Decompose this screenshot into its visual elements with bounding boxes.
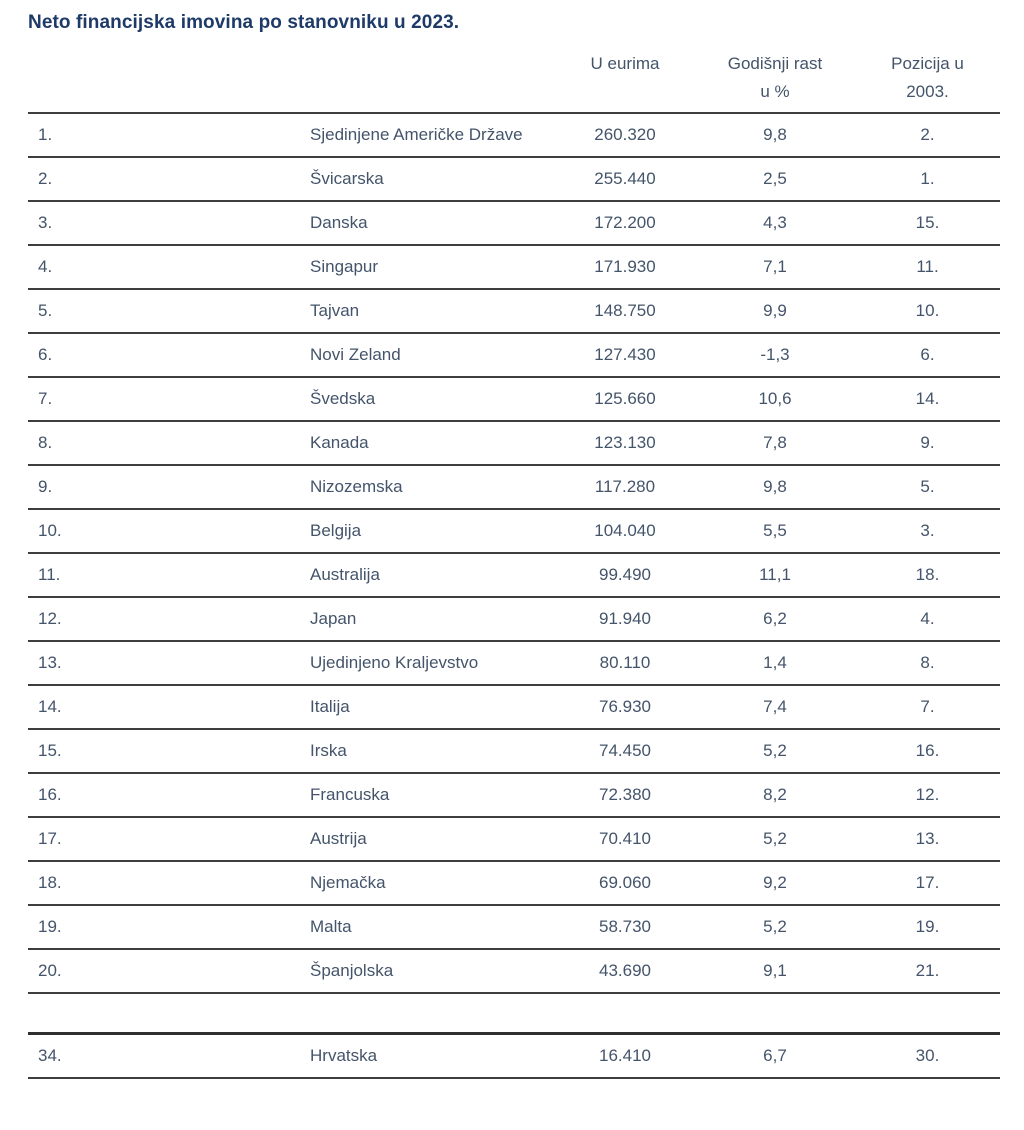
country-name: Italija [310,697,350,716]
growth-cell: 5,2 [763,741,787,760]
header-position-label-line2: 2003. [906,82,949,101]
euros-cell: 99.490 [599,565,651,584]
growth-cell: 5,2 [763,917,787,936]
position-cell: 21. [915,961,940,980]
euros-cell: 104.040 [594,521,656,540]
growth-cell: 7,8 [763,433,787,452]
table-row [28,905,1000,949]
growth-cell: 4,3 [763,213,787,232]
table-row [28,553,1000,597]
growth-cell: 8,2 [763,785,787,804]
position-cell: 15. [915,213,940,232]
rank-cell: 10. [38,521,62,540]
rank-gap-separator-row [28,993,1000,1033]
rank-cell: 18. [38,873,62,892]
growth-cell: 2,5 [763,169,787,188]
euros-cell: 117.280 [594,477,656,496]
country-name: Austrija [310,829,367,848]
growth-cell: 7,1 [763,257,787,276]
country-cell [310,685,555,729]
position-cell: 11. [916,257,939,276]
position-cell: 4. [920,609,935,628]
rank-cell: 8. [38,433,53,452]
country-name: Ujedinjeno Kraljevstvo [310,653,479,672]
position-cell: 30. [915,1045,940,1065]
position-cell: 18. [915,565,940,584]
table-row [28,465,1000,509]
rank-cell: 16. [38,785,62,804]
country-cell [310,289,555,333]
table-row [28,1033,1000,1078]
euros-cell: 255.440 [594,169,656,188]
country-cell [310,817,555,861]
table-row [28,421,1000,465]
country-cell [310,905,555,949]
euros-cell: 76.930 [599,697,651,716]
growth-cell: 9,2 [763,873,787,892]
euros-cell: 123.130 [594,433,656,452]
euros-cell: 125.660 [594,389,656,408]
country-cell [310,729,555,773]
rank-cell: 17. [38,829,62,848]
growth-cell: -1,3 [760,345,790,364]
rank-cell: 14. [38,697,62,716]
growth-cell: 6,7 [763,1045,787,1065]
table-row [28,113,1000,157]
growth-cell: 11,1 [759,565,791,584]
table-row [28,861,1000,905]
rank-cell: 5. [38,301,53,320]
euros-cell: 80.110 [599,653,651,672]
position-cell: 9. [920,433,935,452]
position-cell: 5. [920,477,935,496]
country-name: Irska [310,741,347,760]
country-cell [310,641,555,685]
growth-cell: 5,5 [763,521,787,540]
table-row [28,289,1000,333]
rank-cell: 9. [38,477,53,496]
country-cell [310,861,555,905]
position-cell: 10. [915,301,940,320]
position-cell: 12. [915,785,940,804]
header-euros-label: U eurima [590,54,660,73]
euros-cell: 70.410 [599,829,651,848]
growth-cell: 10,6 [758,389,792,408]
position-cell: 14. [915,389,940,408]
country-cell [310,949,555,993]
euros-cell: 43.690 [599,961,651,980]
table-row [28,509,1000,553]
header-rank-cell [28,42,310,113]
country-cell [310,113,555,157]
position-cell: 1. [920,169,935,188]
position-cell: 19. [915,917,940,936]
country-name: Njemačka [310,873,386,892]
position-cell: 8. [920,653,935,672]
table-row [28,949,1000,993]
position-cell: 13. [915,829,940,848]
country-cell [310,509,555,553]
table-row [28,817,1000,861]
header-country-cell [310,42,555,113]
position-cell: 6. [920,345,935,364]
country-name: Malta [310,917,352,936]
growth-cell: 9,8 [763,125,787,144]
country-name: Nizozemska [310,477,403,496]
table-row [28,773,1000,817]
euros-cell: 91.940 [599,609,651,628]
rank-cell: 6. [38,345,53,364]
country-cell [310,421,555,465]
country-name: Švedska [310,389,376,408]
country-cell [310,1033,555,1078]
rank-cell: 4. [38,257,53,276]
rank-cell: 20. [38,961,62,980]
position-cell: 7. [920,697,935,716]
euros-cell: 171.930 [594,257,656,276]
growth-cell: 1,4 [763,653,787,672]
page-title: Neto financijska imovina po stanovniku u 2023. [28,12,460,33]
country-name: Singapur [310,257,379,276]
country-name: Kanada [310,433,369,452]
header-position-label-line1: Pozicija u [891,54,964,73]
growth-cell: 7,4 [763,697,787,716]
rank-cell: 12. [38,609,62,628]
country-name: Australija [310,565,380,584]
country-name: Japan [310,609,357,628]
position-cell: 3. [920,521,935,540]
country-name: Francuska [310,785,390,804]
rank-cell: 7. [38,389,53,408]
country-name: Novi Zeland [310,345,401,364]
euros-cell: 127.430 [594,345,656,364]
rank-cell: 15. [38,741,62,760]
euros-cell: 148.750 [594,301,656,320]
euros-cell: 172.200 [594,213,656,232]
table-row [28,245,1000,289]
euros-cell: 69.060 [599,873,651,892]
rank-cell: 2. [38,169,53,188]
rank-cell: 1. [38,125,53,144]
header-growth-label-line2: u % [760,82,790,101]
euros-cell: 72.380 [599,785,651,804]
country-name: Tajvan [310,301,360,320]
table-row [28,333,1000,377]
header-position-cell [855,42,1000,113]
country-cell [310,157,555,201]
country-name: Hrvatska [310,1045,378,1065]
rank-cell: 34. [38,1045,62,1065]
rank-cell: 13. [38,653,62,672]
rank-cell: 11. [38,565,61,584]
country-name: Švicarska [310,169,384,188]
rank-cell: 19. [38,917,62,936]
position-cell: 16. [915,741,940,760]
table-row [28,157,1000,201]
position-cell: 17. [915,873,940,892]
country-cell [310,773,555,817]
country-name: Sjedinjene Američke Države [310,125,523,144]
growth-cell: 9,9 [763,301,787,320]
position-cell: 2. [920,125,935,144]
table-row [28,201,1000,245]
growth-cell: 5,2 [763,829,787,848]
country-cell [310,201,555,245]
header-growth-cell [695,42,855,113]
country-cell [310,333,555,377]
table-row [28,685,1000,729]
country-name: Belgija [310,521,362,540]
ranking-table [28,42,1000,1079]
growth-cell: 6,2 [763,609,787,628]
country-cell [310,377,555,421]
header-euros-cell [555,42,695,113]
table-row [28,597,1000,641]
country-cell [310,245,555,289]
table-header-row [28,42,1000,113]
euros-cell: 16.410 [599,1045,651,1065]
country-cell [310,597,555,641]
rank-cell: 3. [38,213,53,232]
header-growth-label-line1: Godišnji rast [727,54,823,73]
table-header [28,42,1000,113]
country-name: Danska [310,213,368,232]
table-row [28,641,1000,685]
growth-cell: 9,1 [763,961,787,980]
country-cell [310,465,555,509]
euros-cell: 74.450 [599,741,651,760]
country-cell [310,553,555,597]
country-name: Španjolska [310,961,394,980]
euros-cell: 260.320 [594,125,656,144]
euros-cell: 58.730 [599,917,651,936]
growth-cell: 9,8 [763,477,787,496]
table-body [28,113,1000,1078]
table-row [28,377,1000,421]
table-row [28,729,1000,773]
